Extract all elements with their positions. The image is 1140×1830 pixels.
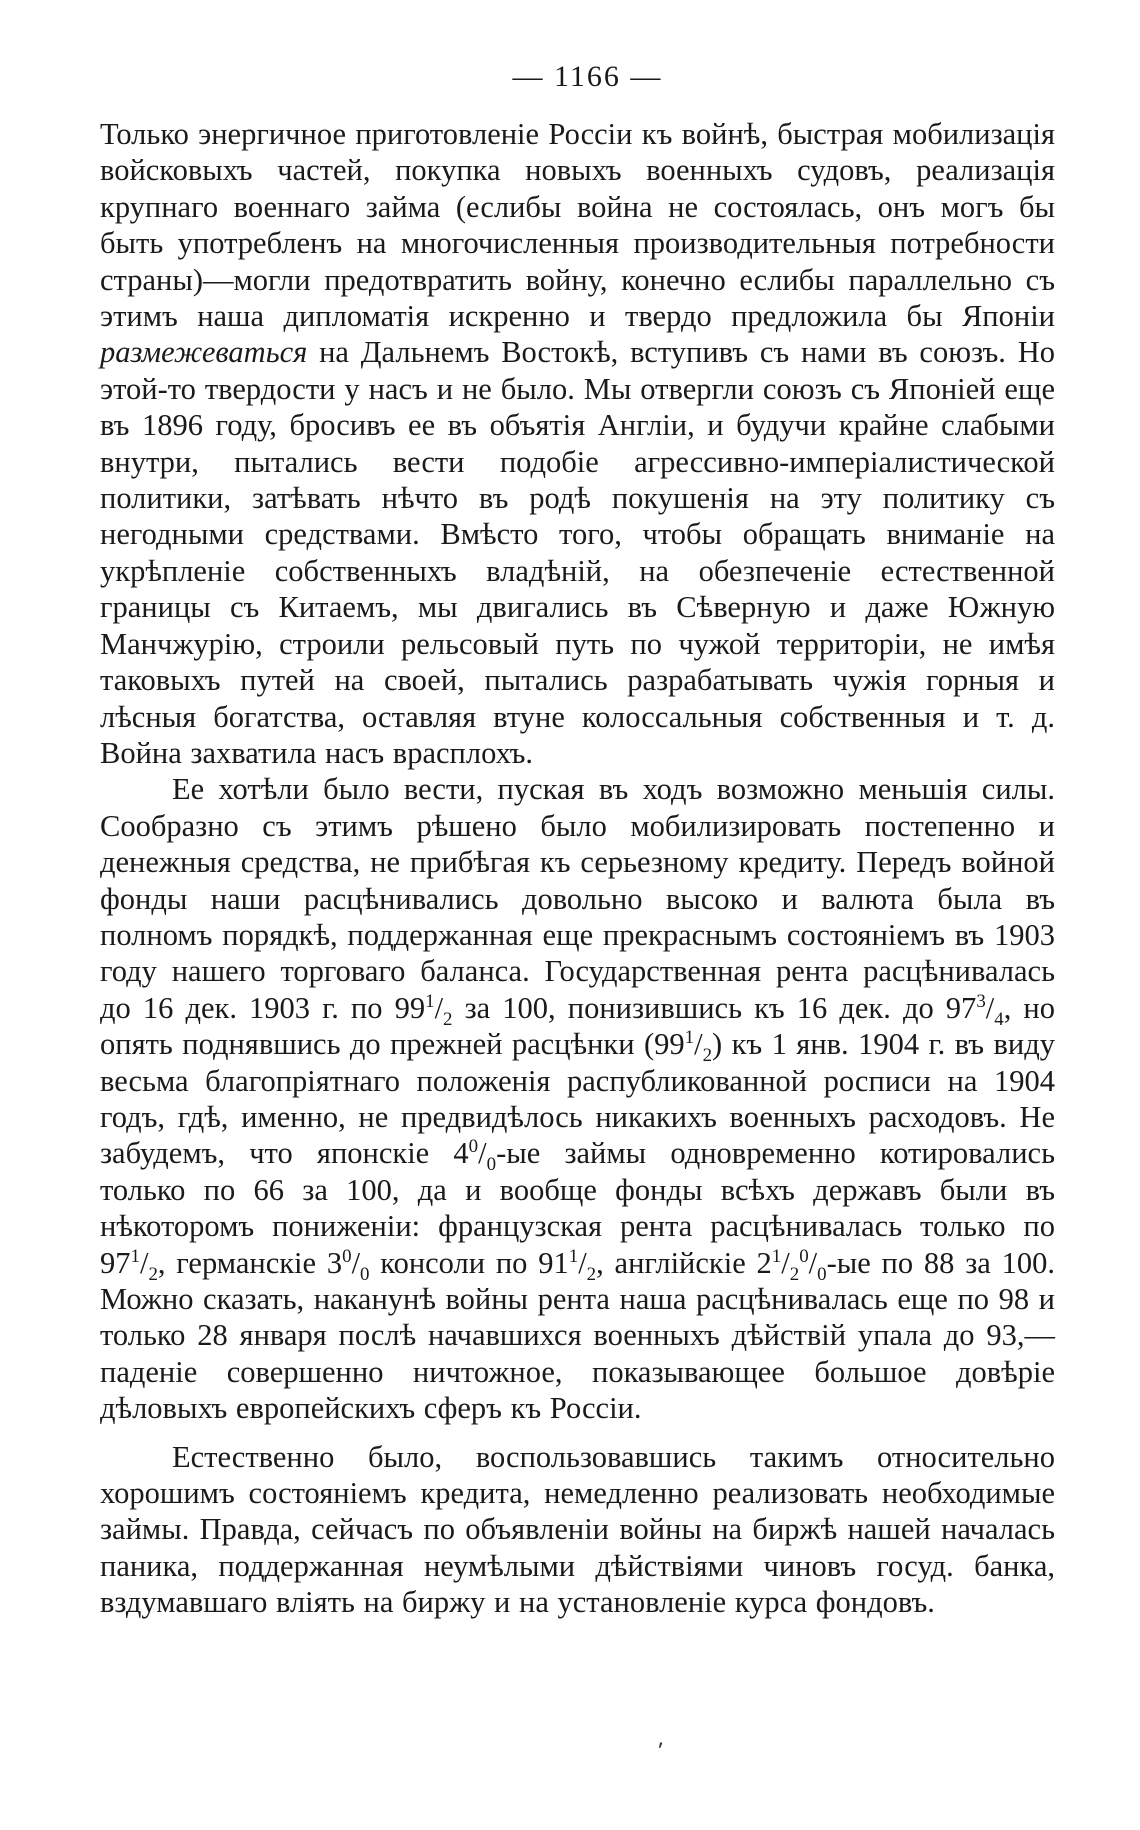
paragraph-1-text-a: Только энергичное приготовленіе Россіи къ войнѣ, быстрая мобилизація войсковыхъ частей, покупка новыхъ военныхъ судовъ, реализація крупнаго военнаго займа (еслибы война не состоялась, онъ могъ бы быть употребленъ на многочисленныя производительныя потребности страны)—могли предотвратить войну, конечно еслибы параллельно съ этимъ наша дипломатія искренно и твердо предложила бы Японіи: [100, 117, 1055, 334]
paragraph-1: [100, 116, 1055, 771]
paragraph-2-text-e: -ые займы одновременно котировались только по 66 за 100, да и вообще фонды всѣхъ державъ были въ нѣкоторомъ пониженіи: французская рента расцѣнивалась только по 97: [100, 1136, 1055, 1280]
percent-top: 0: [468, 1136, 479, 1158]
fraction-numerator: 3: [976, 990, 986, 1012]
fraction-numerator: 1: [130, 1245, 140, 1267]
paragraph-2: Ее хотѣли было вести, пуская въ ходъ возможно меньшія силы. Сообразно съ этимъ рѣшено было мобилизировать постепенно и денежныя средства, не прибѣгая къ серьезному кредиту. Передъ войной фонды наши расцѣнивались довольно высоко и валюта была въ полномъ порядкѣ, поддержанная еще прекраснымъ состояніемъ въ 1903 году нашего торговаго баланса. Государственная рента расцѣнивалась до 16 дек. 1903 г. по $99^1/_2$ за 100, понизившись къ 16 дек. до $97^3/_4$, но опять поднявшись до прежней расцѣнки $(99^1/_2)$ къ 1 янв. 1904 г. въ виду весьма благопріятнаго положенія распубликованной росписи на 1904 годъ, гдѣ, именно, не предвидѣлось никакихъ военныхъ расходовъ. Не забудемъ, что японскіе $4^0/_0-ые$ займы одновременно котировались только по 66 за 100, да и вообще фонды всѣхъ державъ были въ нѣкоторомъ пониженіи: французская рента расцѣнивалась только по $97^1/_2$, германскіе $3^0/_0$ консоли по $91^1/_2$, англійскіе $2^1/_2^0/_0-ые$ по 88 за 100. Можно сказать, наканунѣ войны рента наша расцѣнивалась еще по 98 и только 28 января послѣ начавшихся военныхъ дѣйствій упала до 93,—паденіе совершенно ничтожное, показывающее большое довѣріе дѣловыхъ европейскихъ сферъ къ Россіи.: [100, 772, 1055, 1426]
fraction-denominator: 2: [443, 1008, 453, 1030]
paragraph-1-text-b: на Дальнемъ Востокѣ, вступивъ съ нами въ союзъ. Но этой-то твердости у насъ и не было. Мы отвергли союзъ съ Японіей еще въ 1896 году, бросивъ ее въ объятія Англіи, и будучи крайне слабыми внутри, пытались вести подобіе агрессивно-имперіалистической политики, затѣвать нѣчто въ родѣ покушенія на эту политику съ негодными средствами. Вмѣсто того, чтобы обращать вниманіе на укрѣпленіе собственныхъ владѣній, на обезпеченіе естественной границы съ Китаемъ, мы двигались въ Сѣверную и даже Южную Манчжурію, строили рельсовый путь по чужой территоріи, не имѣя таковыхъ путей на своей, пытались разрабатывать чужія горныя и лѣсныя богатства, оставляя втуне колоссальныя собственныя и т. д. Война захватила насъ врасплохъ.: [100, 335, 1055, 770]
page-number: — 1166 —: [512, 60, 663, 93]
fraction-denominator: 4: [994, 1008, 1004, 1030]
percent-top: 0: [342, 1245, 352, 1267]
paragraph-2-text-g: консоли по 91: [369, 1245, 569, 1280]
fraction-numerator: 1: [568, 1245, 579, 1267]
paragraph-2-text-a: Ее хотѣли было вести, пуская въ ходъ возможно меньшія силы. Сообразно съ этимъ рѣшено было мобилизировать постепенно и денежныя средства, не прибѣгая къ серьезному кредиту. Передъ войной фонды наши расцѣнивались довольно высоко и валюта была въ полномъ порядкѣ, поддержанная еще прекраснымъ состояніемъ въ 1903 году нашего торговаго баланса. Государственная рента расцѣнивалась до 16 дек. 1903 г. по 99: [100, 772, 1055, 1025]
italic-word: размежеваться: [100, 335, 308, 370]
fraction-denominator: 2: [702, 1045, 713, 1067]
percent-bottom: 0: [817, 1263, 827, 1285]
fraction-numerator: 1: [684, 1027, 695, 1048]
paragraph-3: Естественно было, воспользовавшись такимъ относительно хорошимъ состояніемъ кредита, немедленно реализовать необходимые займы. Правда, сейчасъ по объявленіи войны на биржѣ нашей началась паника, поддержанная неумѣлыми дѣйствіями чиновъ госуд. банка, вздумавшаго вліять на биржу и на установленіе курса фондовъ.: [100, 1439, 1055, 1620]
paragraph-2-text-b: за 100, понизившись къ 16 дек. до 97: [452, 990, 977, 1025]
percent-top: 0: [799, 1245, 809, 1267]
page: [100, 60, 1055, 1621]
paragraph-2-text-c: , но опять поднявшись до прежней расцѣнки (99: [100, 990, 1055, 1062]
paragraph-2-text-f: , германскіе 3: [157, 1245, 343, 1280]
fraction-denominator: 2: [148, 1263, 158, 1285]
fraction-denominator: 2: [586, 1263, 597, 1285]
paragraph-2-text-h: , англійскіе 2: [596, 1245, 772, 1280]
paragraph-2-text-i: -ые по 88 за 100. Можно сказать, наканунѣ войны рента наша расцѣнивалась еще по 98 и только 28 января послѣ начавшихся военныхъ дѣйствій упала до 93,—паденіе совершенно ничтожное, показывающее большое довѣріе дѣловыхъ европейскихъ сферъ къ Россіи.: [100, 1245, 1055, 1426]
fraction-numerator: 1: [425, 990, 435, 1012]
fraction-numerator: 1: [771, 1245, 782, 1267]
fraction-denominator: 2: [789, 1263, 800, 1285]
paragraph-2-text-d: ) къ 1 янв. 1904 г. въ виду весьма благопріятнаго положенія распубликованной росписи на 1904 годъ, гдѣ, именно, не предвидѣлось никакихъ военныхъ расходовъ. Не забудемъ, что японскіе 4: [100, 1027, 1055, 1171]
percent-bottom: 0: [486, 1154, 497, 1176]
percent-bottom: 0: [360, 1263, 370, 1285]
page-mark: ⸴: [658, 1728, 664, 1753]
